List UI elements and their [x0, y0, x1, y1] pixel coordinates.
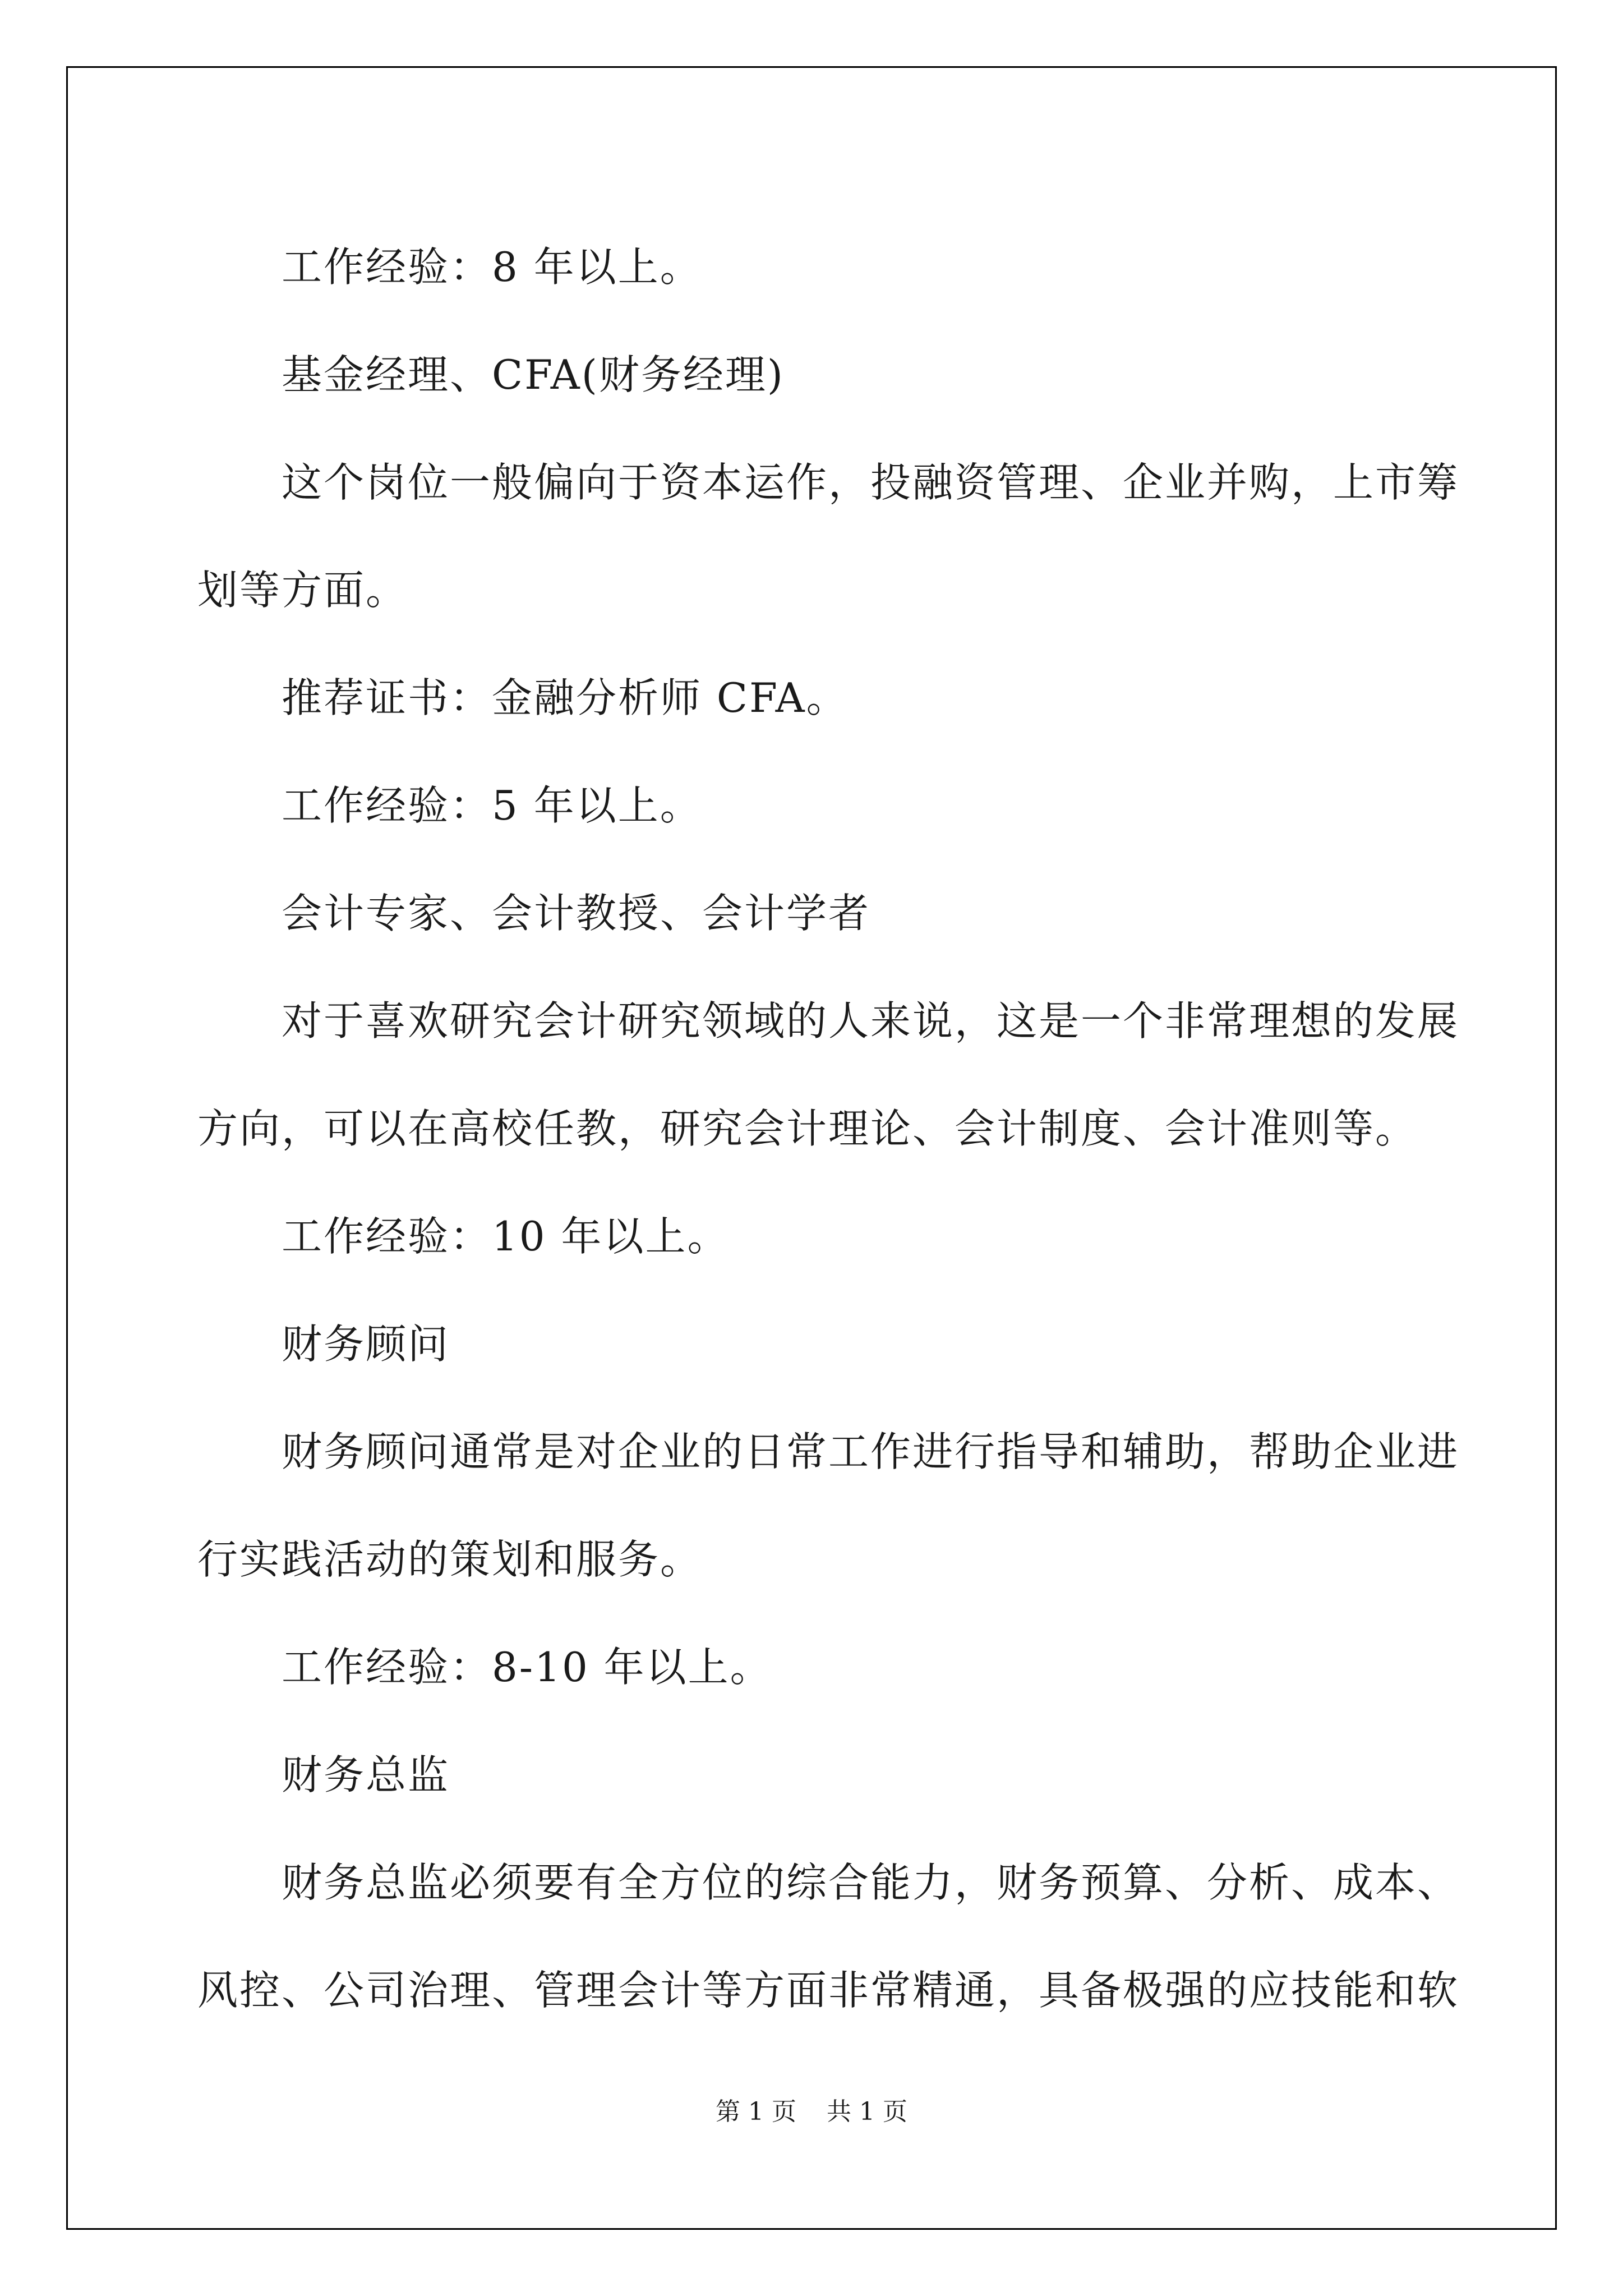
- paragraph-line: 划等方面。: [197, 567, 408, 614]
- page-number-total: 共 1 页: [827, 2097, 907, 2126]
- paragraph-line: 财务总监: [282, 1751, 450, 1798]
- paragraph-line: 行实践活动的策划和服务。: [197, 1536, 703, 1583]
- page-footer: [0, 2091, 1623, 2127]
- paragraph-line: 工作经验：10 年以上。: [282, 1213, 730, 1260]
- page-number-current: 第 1 页: [716, 2097, 796, 2126]
- paragraph-line: 财务顾问通常是对企业的日常工作进行指导和辅助，帮助企业进: [282, 1428, 1460, 1475]
- paragraph-line: 财务顾问: [282, 1320, 450, 1368]
- paragraph-line: 工作经验：5 年以上。: [282, 782, 702, 829]
- document-body: [197, 213, 1460, 2044]
- paragraph-line: 推荐证书：金融分析师 CFA。: [282, 674, 849, 721]
- paragraph-line: 风控、公司治理、管理会计等方面非常精通，具备极强的应技能和软: [197, 1967, 1460, 2014]
- paragraph-line: 对于喜欢研究会计研究领域的人来说，这是一个非常理想的发展: [282, 997, 1460, 1045]
- paragraph-line: 工作经验：8 年以上。: [282, 243, 702, 291]
- paragraph-line: 会计专家、会计教授、会计学者: [282, 890, 871, 937]
- paragraph-line: 这个岗位一般偏向于资本运作，投融资管理、企业并购，上市筹: [282, 459, 1460, 506]
- paragraph-line: 工作经验：8-10 年以上。: [282, 1644, 772, 1691]
- paragraph-line: 财务总监必须要有全方位的综合能力，财务预算、分析、成本、: [282, 1859, 1460, 1906]
- paragraph-line: 基金经理、CFA(财务经理): [282, 351, 785, 398]
- paragraph-line: 方向，可以在高校任教，研究会计理论、会计制度、会计准则等。: [197, 1105, 1418, 1152]
